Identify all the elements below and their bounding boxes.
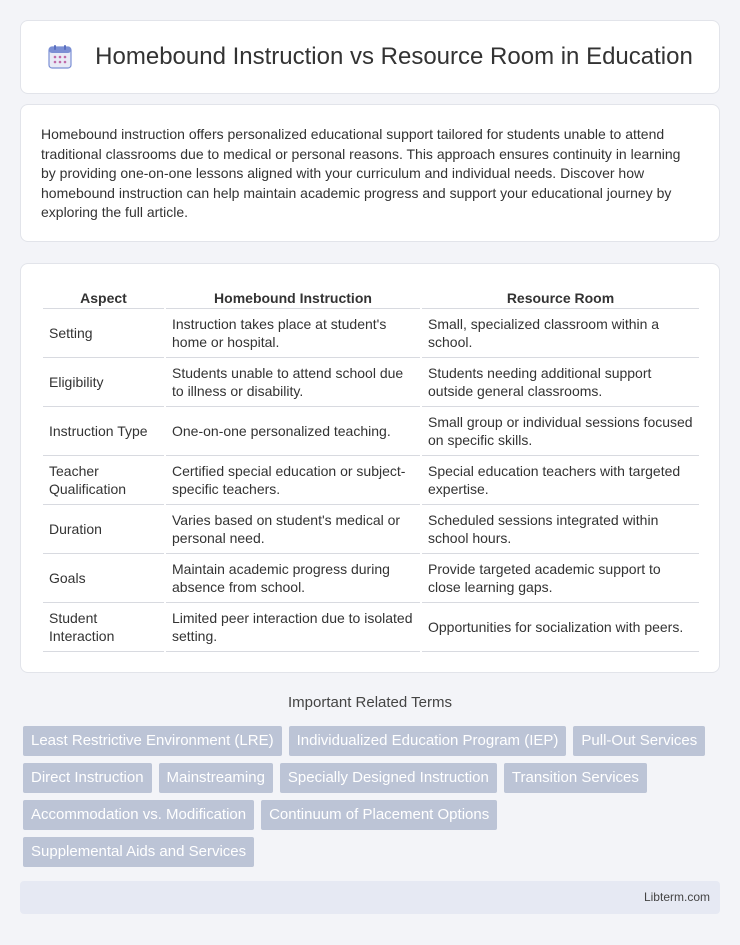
header-card	[20, 20, 720, 94]
table-cell: Maintain academic progress during absence from school.	[165, 554, 421, 603]
table-cell: Special education teachers with targeted expertise.	[421, 456, 699, 505]
related-term-tag[interactable]: Transition Services	[504, 763, 647, 793]
table-row	[43, 456, 699, 505]
table-cell: Limited peer interaction due to isolated setting.	[165, 603, 421, 652]
table-cell: Certified special education or subject-specific teachers.	[165, 456, 421, 505]
table-cell: Instruction takes place at student's home or hospital.	[165, 309, 421, 358]
intro-card	[20, 104, 720, 242]
page-title: Homebound Instruction vs Resource Room in Education	[95, 43, 693, 70]
column-header: Resource Room	[421, 286, 699, 309]
related-term-tag[interactable]: Least Restrictive Environment (LRE)	[23, 726, 282, 756]
table-cell: Student Interaction	[43, 603, 165, 652]
comparison-card	[20, 263, 720, 673]
table-cell: Scheduled sessions integrated within school hours.	[421, 505, 699, 554]
calendar-icon	[47, 44, 73, 70]
related-term-tag[interactable]: Individualized Education Program (IEP)	[289, 726, 567, 756]
related-term-tag[interactable]: Direct Instruction	[23, 763, 152, 793]
table-row	[43, 407, 699, 456]
column-header: Homebound Instruction	[165, 286, 421, 309]
table-cell: Teacher Qualification	[43, 456, 165, 505]
table-cell: Duration	[43, 505, 165, 554]
table-cell: Eligibility	[43, 358, 165, 407]
table-cell: One-on-one personalized teaching.	[165, 407, 421, 456]
table-cell: Opportunities for socialization with peers.	[421, 603, 699, 652]
table-row	[43, 505, 699, 554]
table-cell: Instruction Type	[43, 407, 165, 456]
table-cell: Small group or individual sessions focused on specific skills.	[421, 407, 699, 456]
table-row	[43, 554, 699, 603]
column-header: Aspect	[43, 286, 165, 309]
table-cell: Varies based on student's medical or personal need.	[165, 505, 421, 554]
related-terms-list	[23, 726, 723, 874]
table-cell: Students unable to attend school due to illness or disability.	[165, 358, 421, 407]
table-cell: Provide targeted academic support to close learning gaps.	[421, 554, 699, 603]
table-row	[43, 309, 699, 358]
related-term-tag[interactable]: Specially Designed Instruction	[280, 763, 497, 793]
table-row	[43, 358, 699, 407]
comparison-table	[43, 286, 699, 652]
table-cell: Students needing additional support outside general classrooms.	[421, 358, 699, 407]
site-link[interactable]: Libterm.com	[643, 890, 710, 904]
related-term-tag[interactable]: Continuum of Placement Options	[261, 800, 497, 830]
related-term-tag[interactable]: Mainstreaming	[159, 763, 273, 793]
related-term-tag[interactable]: Accommodation vs. Modification	[23, 800, 254, 830]
intro-text: Homebound instruction offers personalized educational support tailored for students unable to attend traditional classrooms due to medical or personal reasons. This approach ensures continuity in learning by providing one-on-one lessons aligned with your curriculum and individual needs. Discover how homebound instruction can help maintain academic progress and support your educational journey by exploring the full article.	[41, 126, 681, 221]
related-term-tag[interactable]: Pull-Out Services	[573, 726, 705, 756]
table-cell: Goals	[43, 554, 165, 603]
related-terms-title: Important Related Terms	[288, 694, 452, 711]
table-header-row	[43, 286, 699, 309]
table-cell: Small, specialized classroom within a school.	[421, 309, 699, 358]
table-cell: Setting	[43, 309, 165, 358]
footer	[20, 881, 720, 914]
table-row	[43, 603, 699, 652]
related-term-tag[interactable]: Supplemental Aids and Services	[23, 837, 254, 867]
